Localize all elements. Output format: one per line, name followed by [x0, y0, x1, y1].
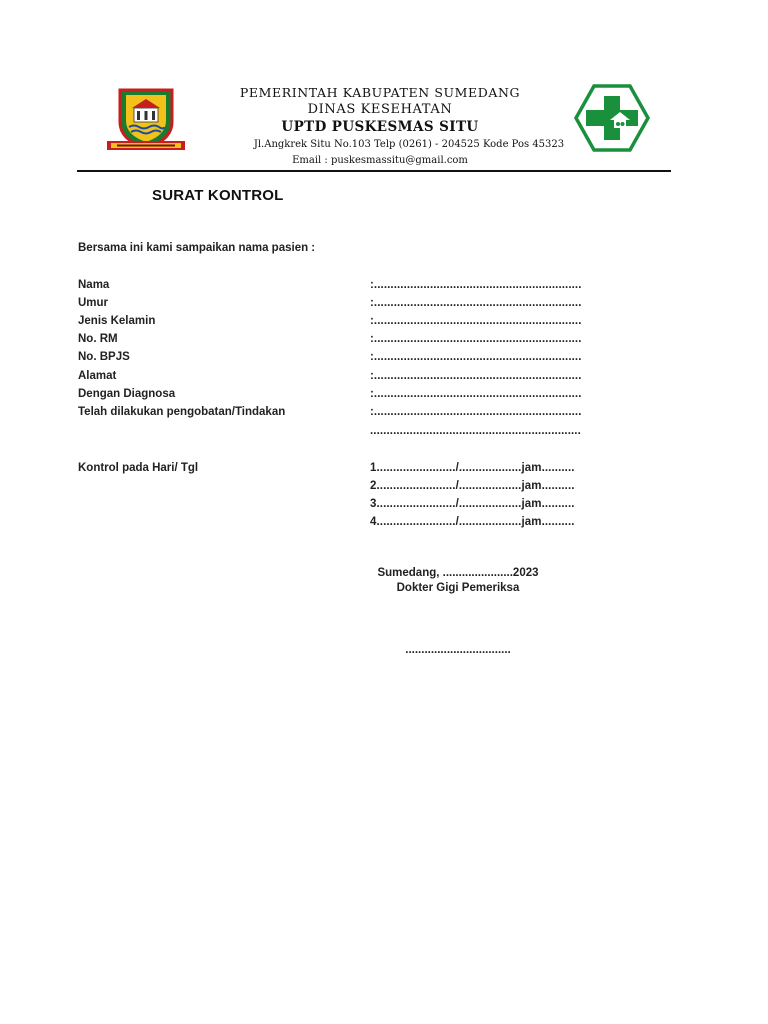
- kontrol-row: 1......................../...................jam..........: [370, 462, 575, 474]
- letterhead-email: Email : puskesmassitu@gmail.com: [292, 155, 468, 166]
- field-label-nama: Nama: [78, 279, 110, 291]
- field-label-no-rm: No. RM: [78, 333, 118, 345]
- puskesmas-logo: [574, 84, 650, 152]
- signature-place-date: Sumedang, ......................2023: [377, 567, 539, 579]
- intro-text: Bersama ini kami sampaikan nama pasien :: [78, 242, 316, 254]
- letterhead: [190, 84, 570, 169]
- field-value-no-rm: :...............................................................: [370, 333, 582, 345]
- sumedang-crest-logo: [102, 86, 190, 154]
- signature-role: Dokter Gigi Pemeriksa: [396, 582, 520, 594]
- field-label-jenis-kelamin: Jenis Kelamin: [78, 315, 156, 327]
- field-label-pengobatan: Telah dilakukan pengobatan/Tindakan: [78, 406, 286, 418]
- letterhead-institution: UPTD PUSKESMAS SITU: [281, 119, 479, 135]
- field-label-no-bpjs: No. BPJS: [78, 351, 130, 363]
- kontrol-row: 3......................../...................jam..........: [370, 498, 575, 510]
- field-label-diagnosa: Dengan Diagnosa: [78, 388, 176, 400]
- field-value-umur: :...............................................................: [370, 297, 582, 309]
- field-label-umur: Umur: [78, 297, 109, 309]
- field-value-no-bpjs: :...............................................................: [370, 351, 582, 363]
- letterhead-government: PEMERINTAH KABUPATEN SUMEDANG: [239, 85, 521, 100]
- field-value-continuation: ................................................................: [370, 425, 581, 437]
- field-value-nama: :...............................................................: [370, 279, 582, 291]
- field-value-jenis-kelamin: :...............................................................: [370, 315, 582, 327]
- document-title: SURAT KONTROL: [152, 187, 284, 204]
- field-value-alamat: :...............................................................: [370, 370, 582, 382]
- kontrol-row: 4......................../...................jam..........: [370, 516, 575, 528]
- kontrol-row: 2......................../...................jam..........: [370, 480, 575, 492]
- field-value-diagnosa: :...............................................................: [370, 388, 582, 400]
- letterhead-divider: [77, 170, 671, 172]
- letterhead-department: DINAS KESEHATAN: [307, 102, 453, 117]
- letterhead-address: Jl.Angkrek Situ No.103 Telp (0261) - 204525 Kode Pos 45323: [253, 139, 565, 150]
- field-label-alamat: Alamat: [78, 370, 117, 382]
- signature-name-line: .................................: [405, 644, 511, 656]
- field-value-pengobatan: :...............................................................: [370, 406, 582, 418]
- kontrol-label: Kontrol pada Hari/ Tgl: [78, 462, 199, 474]
